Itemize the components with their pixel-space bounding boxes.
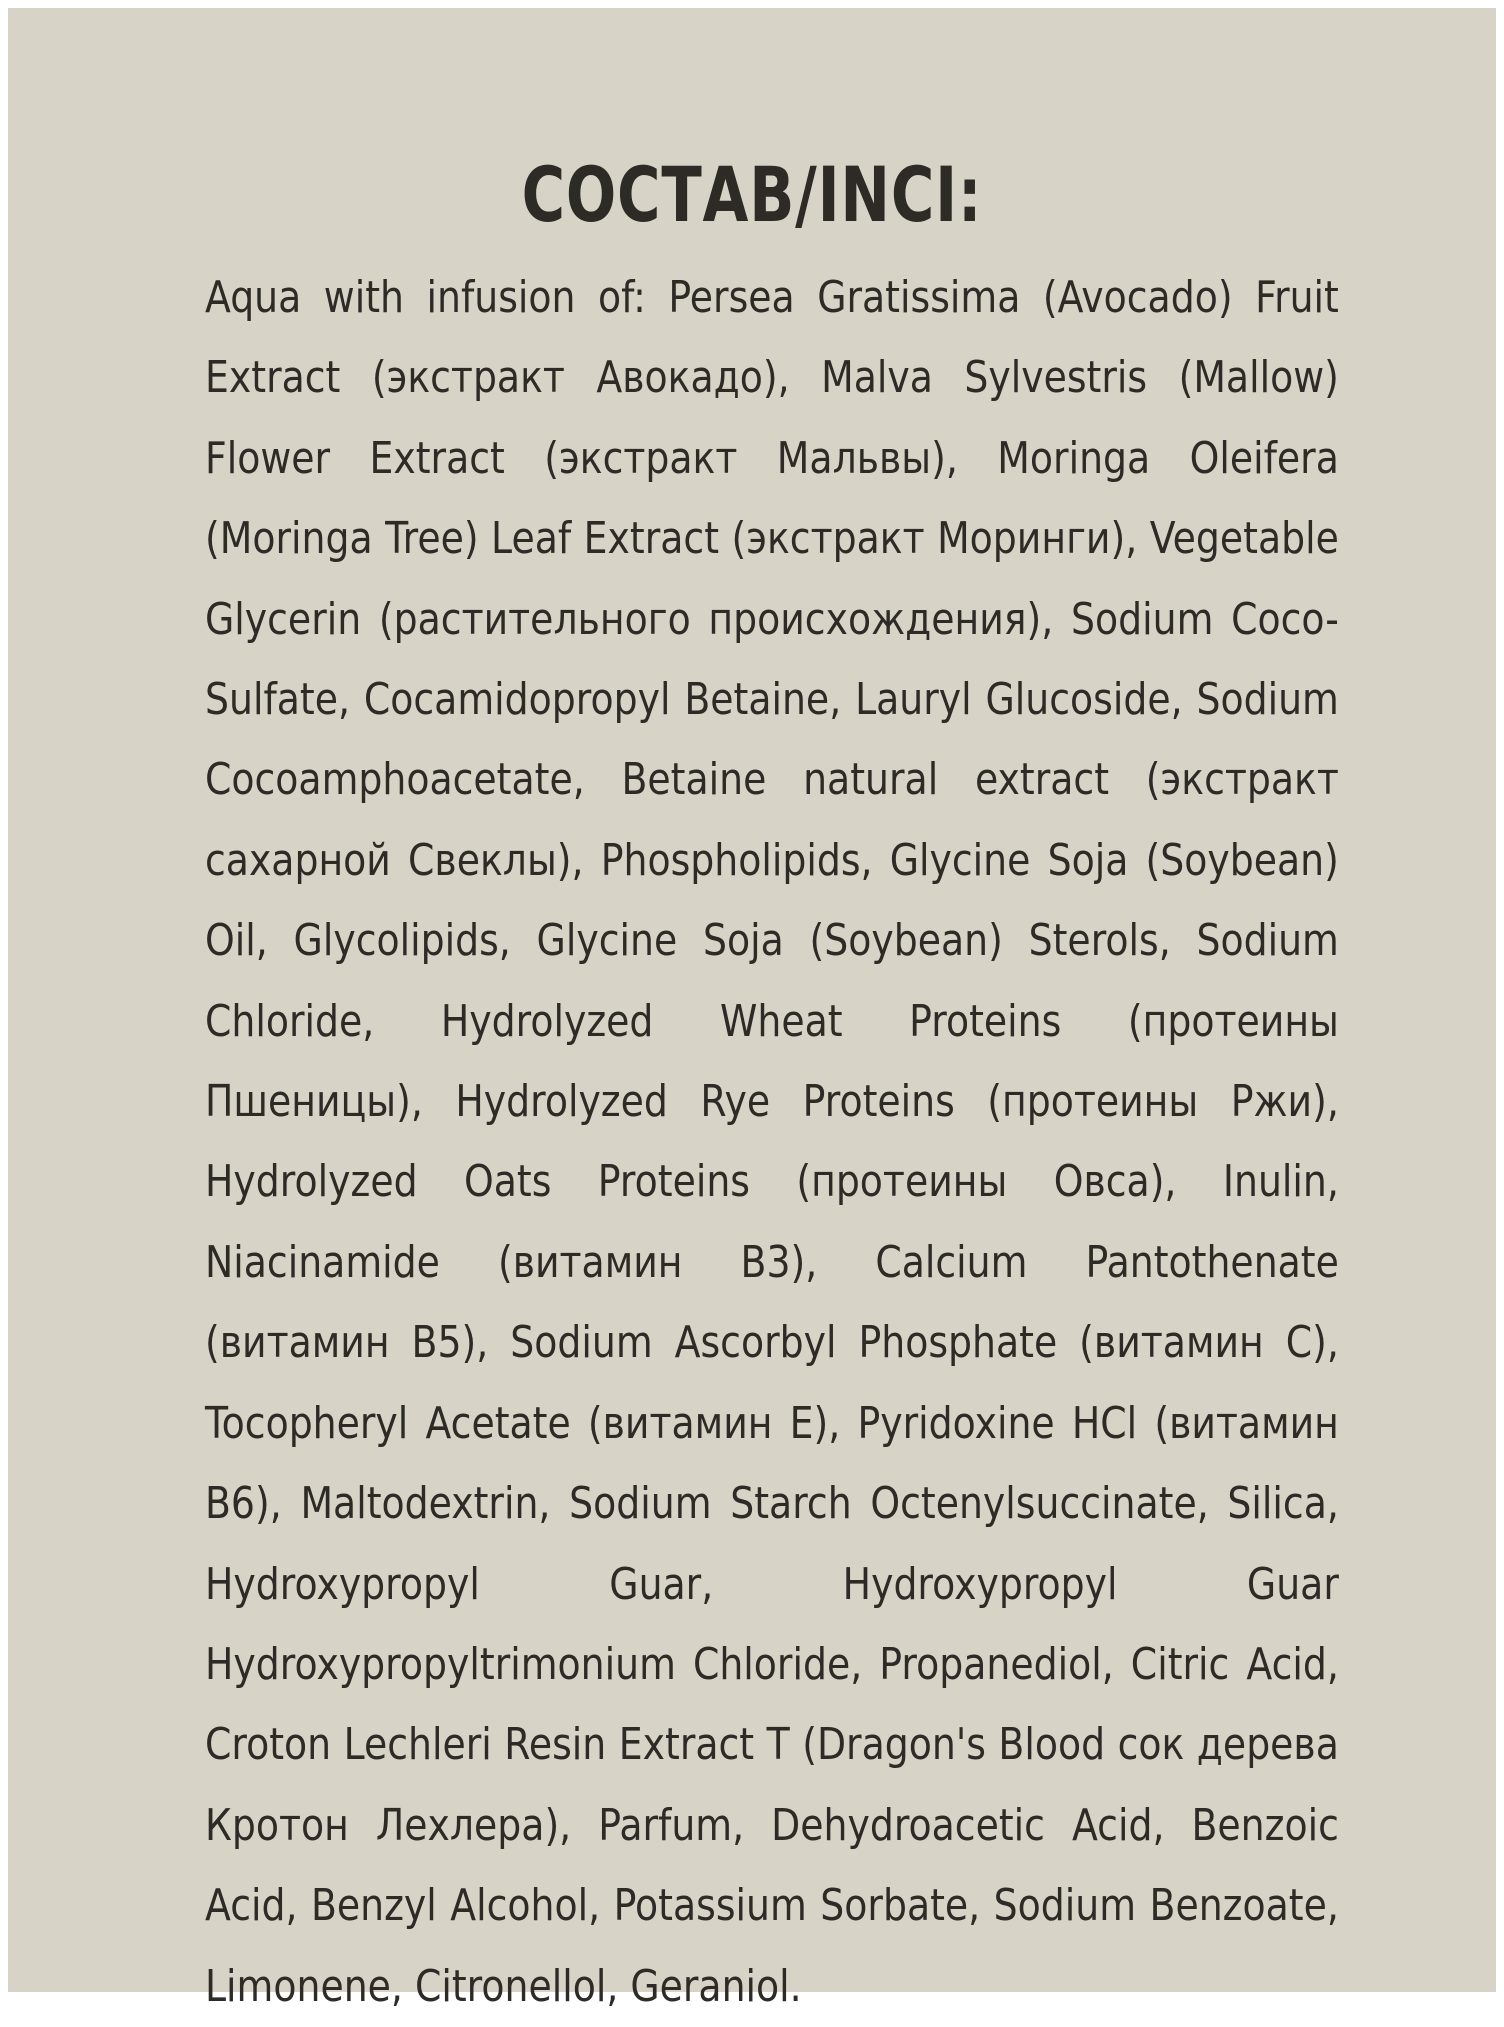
ingredients-panel — [8, 8, 1496, 2012]
ingredients-text: Aqua with infusion of: Persea Gratissima (Avocado) Fruit Extract (экстракт Авокадо), Malva Sylvestris (Mallow) Flower Extract (экстракт Мальвы), Moringa Oleifera (Moringa Tree) Leaf Extract (экстракт Моринги), Vegetable Glycerin (растительного происхождения), Sodium Coco-Sulfate, Cocamidopropyl Betaine, Lauryl Glucoside, Sodium Cocoamphoacetate, Betaine natural extract (экстракт сахарной Свеклы), Phospholipids, Glycine Soja (Soybean) Oil, Glycolipids, Glycine Soja (Soybean) Sterols, Sodium Chloride, Hydrolyzed Wheat Proteins (протеины Пшеницы), Hydrolyzed Rye Proteins (протеины Ржи), Hydrolyzed Oats Proteins (протеины Овса), Inulin, Niacinamide (витамин B3), Calcium Pantothenate (витамин B5), Sodium Ascorbyl Phosphate (витамин C), Tocopheryl Acetate (витамин E), Pyridoxine HCl (витамин B6), Maltodextrin, Sodium Starch Octenylsuccinate, Silica, Hydroxypropyl Guar, Hydroxypropyl Guar Hydroxypropyltrimonium Chloride, Propanediol, Citric Acid, Croton Lechleri Resin Extract T (Dragon's Blood сок дерева Кротон Лехлера), Parfum, Dehydroacetic Acid, Benzoic Acid, Benzyl Alcohol, Potassium Sorbate, Sodium Benzoate, Limonene, Citronellol, Geraniol. — [205, 272, 1339, 2012]
ingredients-list — [205, 258, 1339, 2027]
page-title: СОСТАВ/INCI: — [521, 150, 983, 239]
